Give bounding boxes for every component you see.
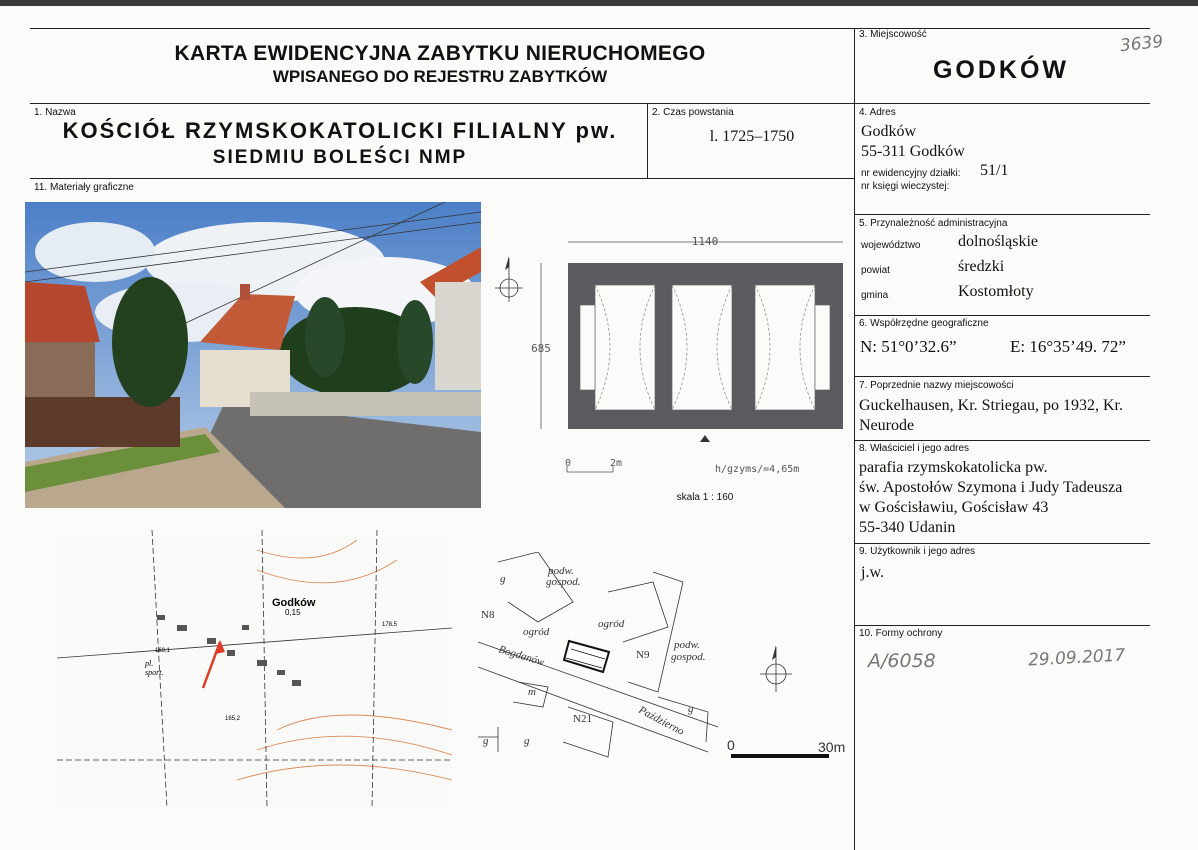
- map-village-sub: 0,15: [285, 608, 301, 617]
- land-book-label: nr księgi wieczystej:: [861, 181, 950, 192]
- admin-key-county: powiat: [861, 265, 890, 276]
- plan-width-dim: 1140: [691, 235, 719, 248]
- plan-scale-text: skala 1 : 160: [676, 492, 734, 503]
- map-sport1: pl.: [145, 659, 154, 668]
- register-number: A/6058: [868, 650, 936, 672]
- church-floor-plan: [495, 230, 850, 512]
- cornice-height-note: h/gzyms/=4,65m: [715, 464, 800, 475]
- object-name-line1: KOŚCIÓŁ RZYMSKOKATOLICKI FILIALNY pw.: [62, 118, 618, 143]
- site-label-13: g: [688, 703, 694, 715]
- plan-scale-end: 2m: [610, 458, 623, 469]
- site-label-1: g: [500, 573, 506, 585]
- topographic-map: [57, 530, 452, 808]
- user-value: j.w.: [861, 564, 884, 581]
- divider-f6: [854, 315, 1150, 316]
- divider-f5: [854, 214, 1150, 215]
- handwritten-number: 3639: [1119, 31, 1165, 57]
- site-scale-bar: [731, 754, 829, 758]
- object-name-line2: SIEDMIU BOLEŚCI NMP: [212, 147, 468, 168]
- church-parcel-marker: [564, 641, 609, 672]
- plan-scale-start: 0: [565, 458, 572, 469]
- label-admin: 5. Przynależność administracyjna: [859, 218, 1008, 229]
- plan-height-dim: 685: [531, 342, 551, 355]
- coordinate-e: E: 16°35’49. 72”: [1010, 337, 1126, 356]
- card-subtitle: WPISANEGO DO REJESTRU ZABYTKÓW: [272, 67, 608, 86]
- map-elev2: 169,1: [155, 648, 171, 654]
- header-divider: [30, 103, 1150, 104]
- label-graphics: 11. Materiały graficzne: [34, 182, 134, 193]
- divider-f10: [854, 625, 1150, 626]
- site-map: [478, 552, 848, 762]
- address-line2: 55-311 Godków: [861, 143, 965, 160]
- owner-line4: 55-340 Udanin: [859, 519, 956, 536]
- plan-bays: [580, 285, 830, 410]
- site-north-arrow-icon: [772, 645, 776, 660]
- right-column-divider: [854, 28, 855, 850]
- parcel-label: nr ewidencyjny działki:: [861, 168, 961, 179]
- date-value: l. 1725–1750: [709, 128, 795, 145]
- site-label-5: ogród: [523, 626, 550, 638]
- divider-f9: [854, 543, 1150, 544]
- coordinate-n: N: 51°0’32.6”: [860, 337, 957, 356]
- site-label-3: gospod.: [546, 576, 581, 588]
- map-elev3: 165,2: [225, 716, 241, 722]
- site-label-16: g: [524, 735, 530, 747]
- divider-f8: [854, 440, 1150, 441]
- label-name: 1. Nazwa: [34, 107, 76, 118]
- site-label-10: Bogdanów: [497, 643, 546, 669]
- label-user: 9. Użytkownik i jego adres: [859, 546, 976, 557]
- register-date: 29.09.2017: [1027, 645, 1126, 671]
- admin-value-commune: Kostomłoty: [958, 283, 1034, 300]
- name-divider: [30, 178, 854, 179]
- label-locality: 3. Miejscowość: [859, 29, 927, 40]
- card-title: KARTA EWIDENCYJNA ZABYTKU NIERUCHOMEGO: [174, 42, 706, 65]
- admin-key-commune: gmina: [861, 290, 889, 301]
- site-label-6: ogród: [598, 618, 625, 630]
- locality-value: GODKÓW: [932, 56, 1070, 84]
- address-line1: Godków: [861, 123, 917, 140]
- owner-line2: św. Apostołów Szymona i Judy Tadeusza: [859, 479, 1123, 496]
- map-village-name: Godków: [272, 597, 316, 609]
- admin-value-voivodeship: dolnośląskie: [958, 233, 1038, 250]
- label-coordinates: 6. Współrzędne geograficzne: [859, 318, 989, 329]
- site-label-14: N21: [573, 713, 592, 725]
- north-arrow-icon: [505, 256, 509, 270]
- site-label-2: podw.: [548, 565, 574, 577]
- admin-value-county: średzki: [958, 258, 1005, 275]
- admin-key-voivodeship: województwo: [861, 240, 921, 251]
- scan-top-edge: [0, 0, 1198, 6]
- label-date: 2. Czas powstania: [652, 107, 734, 118]
- label-owner: 8. Właściciel i jego adres: [859, 443, 970, 454]
- site-label-4: N8: [481, 609, 495, 621]
- entrance-arrow: [700, 435, 710, 442]
- map-sport2: sport.: [145, 668, 164, 677]
- site-label-8: podw.: [674, 639, 700, 651]
- frame-top-line: [30, 28, 1150, 29]
- church-photo: [25, 202, 481, 508]
- site-label-12: Październo: [636, 704, 686, 738]
- former-names-line2: Neurode: [859, 417, 915, 434]
- map-elev1: 178,5: [382, 622, 398, 628]
- site-label-9: gospod.: [671, 651, 706, 663]
- label-protection: 10. Formy ochrony: [859, 628, 943, 639]
- site-scale-start: 0: [727, 737, 735, 753]
- site-label-15: g: [483, 735, 489, 747]
- site-label-11: m: [528, 686, 536, 698]
- site-scale-end: 30m: [818, 739, 846, 755]
- parcel-value: 51/1: [980, 162, 1009, 179]
- former-names-line1: Guckelhausen, Kr. Striegau, po 1932, Kr.: [859, 397, 1123, 414]
- site-label-7: N9: [636, 649, 650, 661]
- owner-line1: parafia rzymskokatolicka pw.: [859, 459, 1048, 476]
- label-former-names: 7. Poprzednie nazwy miejscowości: [859, 380, 1014, 391]
- divider-f7: [854, 376, 1150, 377]
- owner-line3: w Gościsławiu, Gościsław 43: [859, 499, 1049, 516]
- label-address: 4. Adres: [859, 107, 896, 118]
